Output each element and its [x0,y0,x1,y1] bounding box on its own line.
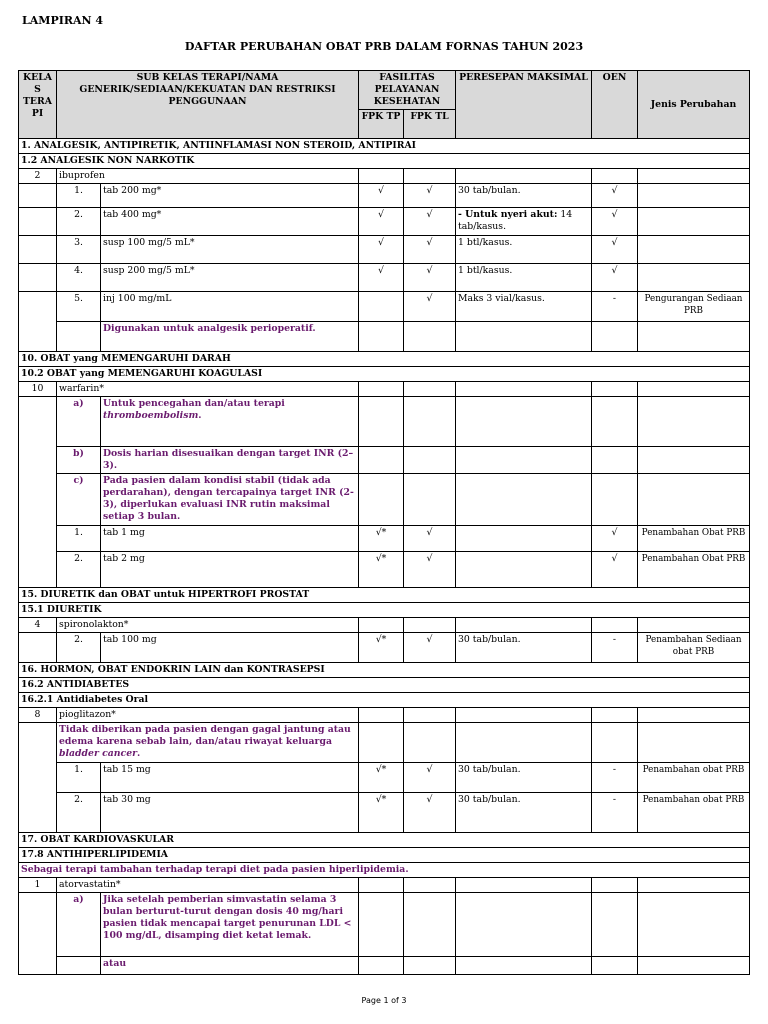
item-dosage: susp 100 mg/5 mL* [101,236,359,264]
item-number: 2. [57,633,101,663]
section-row [19,678,750,693]
drug-number: 4 [19,618,57,633]
table-row [19,184,750,208]
max-prescription: 30 tab/bulan. [456,793,592,833]
item-dosage: tab 1 mg [101,526,359,552]
restriction-italic: thromboembolism [103,410,199,421]
fpktp-check: √ [359,208,404,236]
fpktp-check: √* [359,526,404,552]
table-row [19,397,750,447]
fpktl-check: √ [404,552,456,588]
drug-row [19,618,750,633]
oen-check: √ [592,208,638,236]
header-peresepan: PERESEPAN MAKSIMAL [456,71,592,139]
item-number: 2. [57,208,101,236]
restriction-letter: a) [57,893,101,957]
item-number: 4. [57,264,101,292]
restriction-note: Pada pasien dalam kondisi stabil (tidak ada perdarahan), dengan tercapainya target INR (2-3), diperlukan evaluasi INR rutin maksimal setiap 3 bulan. [101,474,359,526]
item-number: 1. [57,526,101,552]
fpktp-check: √ [359,236,404,264]
item-number: 1. [57,763,101,793]
oen-check: - [592,793,638,833]
item-dosage: tab 15 mg [101,763,359,793]
fpktl-check: √ [404,763,456,793]
item-number: 3. [57,236,101,264]
drug-number: 10 [19,382,57,397]
table-row [19,763,750,793]
oen-check: √ [592,552,638,588]
item-dosage: susp 200 mg/5 mL* [101,264,359,292]
section-title: 10. OBAT yang MEMENGARUHI DARAH [19,352,750,367]
change-type: Pengurangan Sediaan PRB [638,292,750,322]
item-dosage: tab 100 mg [101,633,359,663]
fpktl-check: √ [404,184,456,208]
oen-check: - [592,763,638,793]
max-prescription: 30 tab/bulan. [456,633,592,663]
section-note: Sebagai terapi tambahan terhadap terapi diet pada pasien hiperlipidemia. [19,863,750,878]
restriction-note: Jika setelah pemberian simvastatin selama 3 bulan berturut-turut dengan dosis 40 mg/hari pasien tidak mencapai target penurunan LDL < 100 mg/dL, disamping diet ketat lemak. [101,893,359,957]
drug-name: atorvastatin* [57,878,359,893]
section-row [19,588,750,603]
fpktl-check: √ [404,264,456,292]
table-row [19,236,750,264]
change-type: Penambahan Obat PRB [638,552,750,588]
item-number: 5. [57,292,101,322]
restriction-note: atau [101,957,359,975]
drug-number: 1 [19,878,57,893]
table-row [19,322,750,352]
drug-row [19,878,750,893]
table-row [19,552,750,588]
item-dosage: tab 30 mg [101,793,359,833]
header-sub-kelas: SUB KELAS TERAPI/NAMA GENERIK/SEDIAAN/KEKUATAN DAN RESTRIKSI PENGGUNAAN [57,71,359,139]
restriction-note: Dosis harian disesuaikan dengan target INR (2–3). [101,447,359,474]
lampiran-label: LAMPIRAN 4 [22,14,104,27]
fpktl-check: √ [404,793,456,833]
table-header-row [19,71,750,110]
table-row [19,793,750,833]
drug-name: ibuprofen [57,169,359,184]
table-row [19,893,750,957]
fpktl-check: √ [404,292,456,322]
fpktp-check: √* [359,763,404,793]
section-row [19,352,750,367]
oen-check: - [592,292,638,322]
drug-name: pioglitazon* [57,708,359,723]
section-title: 15. DIURETIK dan OBAT untuk HIPERTROFI PROSTAT [19,588,750,603]
max-prescription: Maks 3 vial/kasus. [456,292,592,322]
item-dosage: inj 100 mg/mL [101,292,359,322]
section-title: 17.8 ANTIHIPERLIPIDEMIA [19,848,750,863]
oen-check: √ [592,264,638,292]
section-title: 16. HORMON, OBAT ENDOKRIN LAIN dan KONTRASEPSI [19,663,750,678]
change-type: Penambahan Sediaan obat PRB [638,633,750,663]
item-dosage: tab 200 mg* [101,184,359,208]
section-title: 1.2 ANALGESIK NON NARKOTIK [19,154,750,169]
header-fasilitas: FASILITAS PELAYANAN KESEHATAN [359,71,456,110]
table-row [19,723,750,763]
drug-number: 2 [19,169,57,184]
restriction-note: Digunakan untuk analgesik perioperatif. [101,322,359,352]
fpktl-check: √ [404,526,456,552]
oen-check: √ [592,236,638,264]
table-row [19,526,750,552]
section-title: 1. ANALGESIK, ANTIPIRETIK, ANTIINFLAMASI NON STEROID, ANTIPIRAI [19,139,750,154]
section-title: 17. OBAT KARDIOVASKULAR [19,833,750,848]
restriction-italic: bladder cancer [59,748,138,759]
section-row [19,603,750,618]
restriction-note: Tidak diberikan pada pasien dengan gagal jantung atau edema karena sebab lain, dan/atau riwayat keluarga bladder cancer. [57,723,359,763]
fpktl-check: √ [404,633,456,663]
drug-change-table [18,70,750,975]
max-prescription: 30 tab/bulan. [456,184,592,208]
section-title: 15.1 DIURETIK [19,603,750,618]
table-row [19,264,750,292]
drug-name: spironolakton* [57,618,359,633]
section-row [19,663,750,678]
drug-row [19,708,750,723]
item-dosage: tab 400 mg* [101,208,359,236]
fpktp-check: √* [359,552,404,588]
max-prescription-rest: 14 tab/kasus. [458,209,573,232]
table-row [19,292,750,322]
section-row [19,154,750,169]
table-row [19,208,750,236]
header-fpktl: FPK TL [404,110,456,139]
section-row [19,833,750,848]
header-kelas: KELA S TERA PI [19,71,57,139]
max-prescription-bold: - Untuk nyeri akut: [458,209,558,220]
header-oen: OEN [592,71,638,139]
drug-number: 8 [19,708,57,723]
max-prescription: 1 btl/kasus. [456,264,592,292]
oen-check: - [592,633,638,663]
oen-check: √ [592,526,638,552]
restriction-letter: b) [57,447,101,474]
drug-name: warfarin* [57,382,359,397]
change-type: Penambahan Obat PRB [638,526,750,552]
table-row [19,447,750,474]
fpktp-check: √ [359,184,404,208]
change-type: Penambahan obat PRB [638,793,750,833]
drug-row [19,169,750,184]
restriction-note: Untuk pencegahan dan/atau terapi thromboembolism. [101,397,359,447]
table-row [19,474,750,526]
restriction-text: Tidak diberikan pada pasien dengan gagal jantung atau edema karena sebab lain, dan/atau riwayat keluarga [59,724,351,747]
fpktp-check: √ [359,264,404,292]
fpktp-check: √* [359,793,404,833]
max-prescription: 1 btl/kasus. [456,236,592,264]
fpktl-check: √ [404,208,456,236]
oen-check: √ [592,184,638,208]
item-number: 2. [57,793,101,833]
section-row [19,863,750,878]
page-footer: Page 1 of 3 [361,996,407,1005]
item-dosage: tab 2 mg [101,552,359,588]
section-title: 10.2 OBAT yang MEMENGARUHI KOAGULASI [19,367,750,382]
restriction-letter: a) [57,397,101,447]
section-row [19,693,750,708]
max-prescription: 30 tab/bulan. [456,763,592,793]
change-type: Penambahan obat PRB [638,763,750,793]
header-jenis: Jenis Perubahan [638,71,750,139]
section-title: 16.2 ANTIDIABETES [19,678,750,693]
header-fpktp: FPK TP [359,110,404,139]
section-row [19,848,750,863]
item-number: 1. [57,184,101,208]
drug-row [19,382,750,397]
max-prescription [456,208,592,236]
document-title: DAFTAR PERUBAHAN OBAT PRB DALAM FORNAS TAHUN 2023 [184,40,584,53]
item-number: 2. [57,552,101,588]
section-row [19,139,750,154]
fpktl-check: √ [404,236,456,264]
restriction-letter: c) [57,474,101,526]
section-title: 16.2.1 Antidiabetes Oral [19,693,750,708]
table-row [19,633,750,663]
section-row [19,367,750,382]
table-row [19,957,750,975]
fpktp-check: √* [359,633,404,663]
restriction-text: Untuk pencegahan dan/atau terapi [103,398,285,409]
